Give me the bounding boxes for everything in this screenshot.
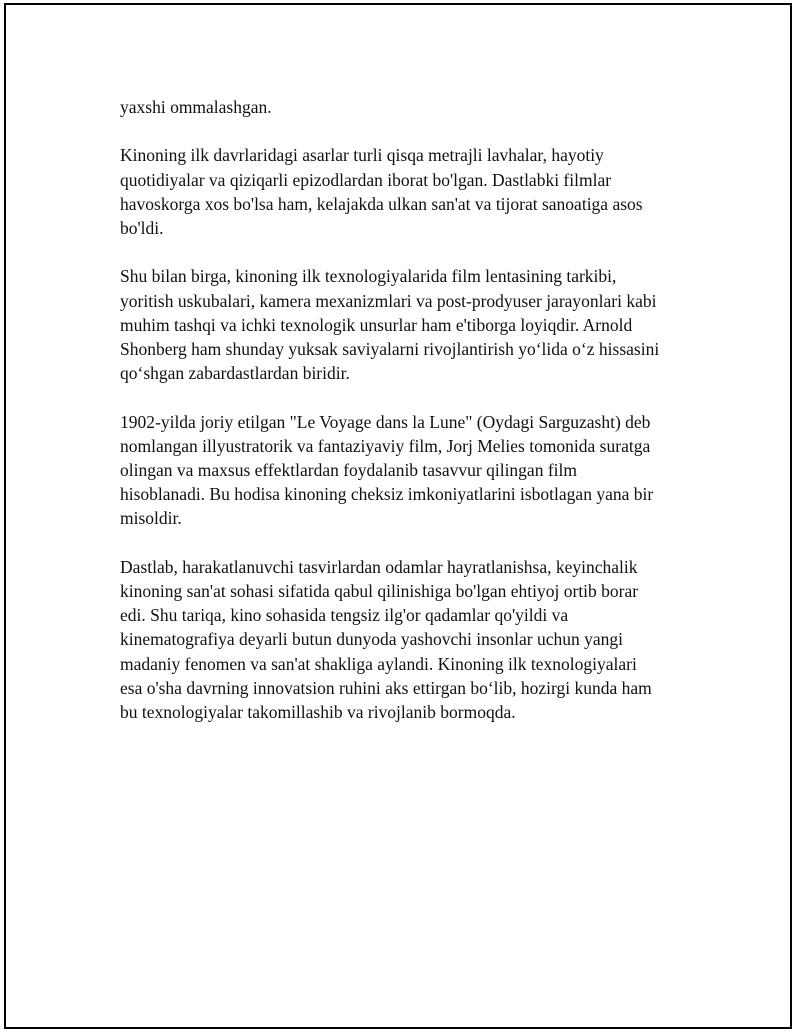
document-body (120, 95, 700, 748)
paragraph-2: Kinoning ilk davrlaridagi asarlar turli qisqa metrajli lavhalar, hayotiy quotidiyalar va qiziqarli epizodlardan iborat bo'lgan. Dastlabki filmlar havoskorga xos bo'lsa ham, kelajakda ulkan san'at va tijorat sanoatiga asos bo'ldi. (120, 145, 643, 238)
paragraph-4: 1902-yilda joriy etilgan "Le Voyage dans la Lune" (Oydagi Sarguzasht) deb nomlangan illyustratorik va fantaziyaviy film, Jorj Melies tomonida suratga olingan va maxsus effektlardan foydalanib tasavvur qilingan film hisoblanadi. Bu hodisa kinoning cheksiz imkoniyatlarini isbotlagan yana bir misoldir. (120, 411, 654, 529)
paragraph-3: Shu bilan birga, kinoning ilk texnologiyalarida film lentasining tarkibi, yoritish uskubalari, kamera mexanizmlari va post-prodyuser jarayonlari kabi muhim tashqi va ichki texnologik unsurlar ham e'tiborga loyiqdir. Arnold Shonberg ham shunday yuksak saviyalarni rivojlantirish yo‘lida o‘z hissasini qo‘shgan zabardastlardan biridir. (120, 266, 660, 384)
paragraph-1: yaxshi ommalashgan. (120, 97, 272, 117)
document-page (4, 3, 792, 1029)
paragraph-5: Dastlab, harakatlanuvchi tasvirlardan odamlar hayratlanishsa, keyinchalik kinoning san'at sohasi sifatida qabul qilinishiga bo'lgan ehtiyoj ortib borar edi. Shu tariqa, kino sohasida tengsiz ilg'or qadamlar qo'yildi va kinematografiya deyarli butun dunyoda yashovchi insonlar uchun yangi madaniy fenomen va san'at shakliga aylandi. Kinoning ilk texnologiyalari esa o'sha davrning innovatsion ruhini aks ettirgan bo‘lib, hozirgi kunda ham bu texnologiyalar takomillashib va rivojlanib bormoqda. (120, 556, 652, 723)
